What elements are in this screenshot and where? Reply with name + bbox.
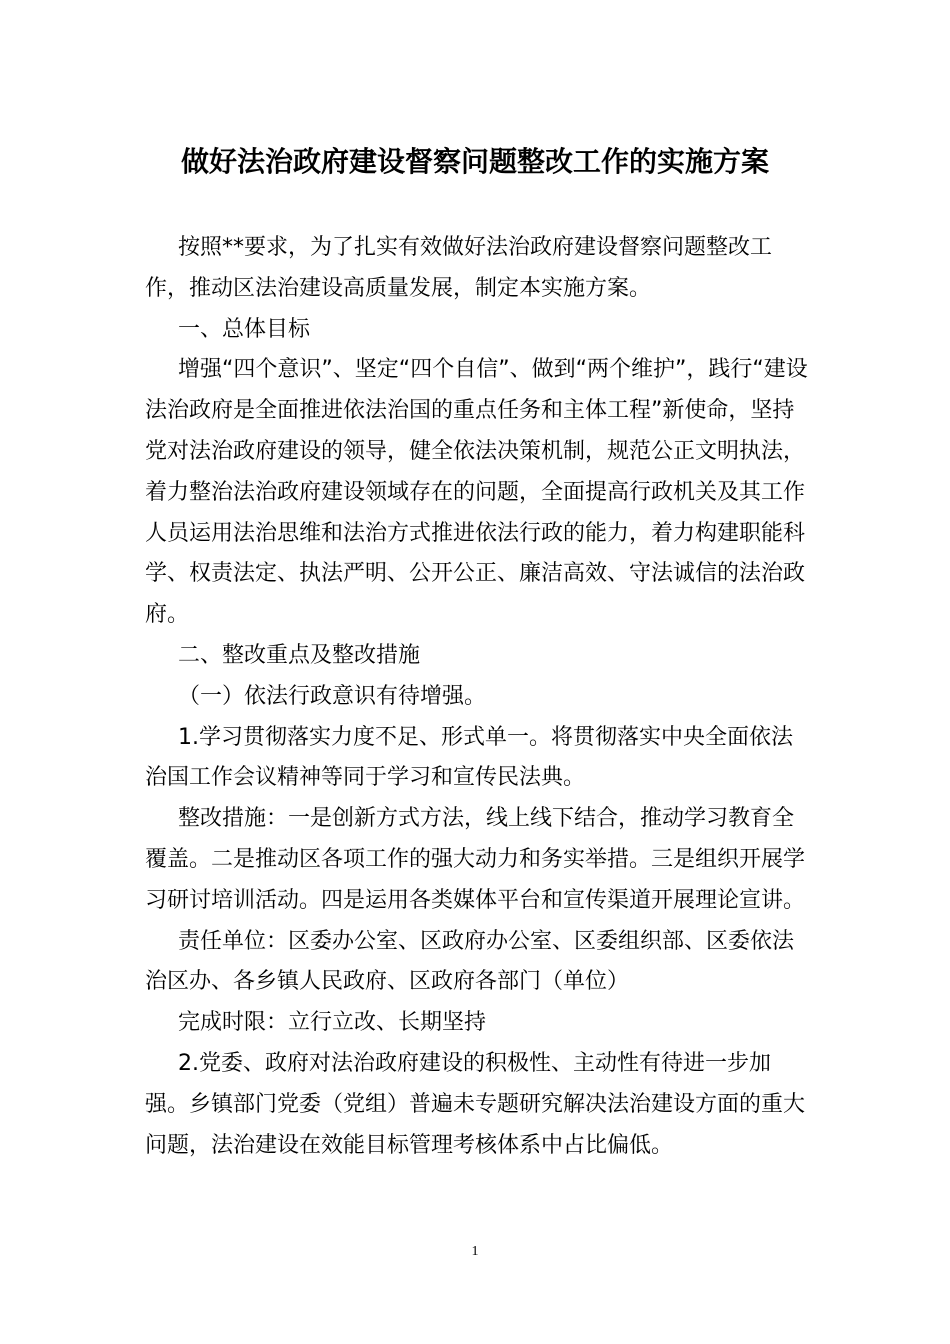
heading-rectification-focus: 二、整改重点及整改措施 — [178, 642, 421, 668]
document-body — [145, 228, 810, 1166]
page-number: 1 — [471, 1244, 479, 1259]
paragraph-issue-1: 1.学习贯彻落实力度不足、形式单一。将贯彻落实中央全面依法治国工作会议精神等同于学习和宣传民法典。 — [145, 724, 793, 791]
paragraph-responsible-units: 责任单位：区委办公室、区政府办公室、区委组织部、区委依法治区办、各乡镇人民政府、区政府各部门（单位） — [145, 928, 795, 995]
paragraph-intro: 按照**要求，为了扎实有效做好法治政府建设督察问题整改工作，推动区法治建设高质量发展，制定本实施方案。 — [145, 235, 773, 301]
paragraph-measures: 整改措施：一是创新方式方法，线上线下结合，推动学习教育全覆盖。二是推动区各项工作的强大动力和务实举措。三是组织开展学习研讨培训活动。四是运用各类媒体平台和宣传渠道开展理论宣讲。 — [145, 806, 806, 913]
paragraph-issue-2: 2.党委、政府对法治政府建设的积极性、主动性有待进一步加强。乡镇部门党委（党组）普遍未专题研究解决法治建设方面的重大问题，法治建设在效能目标管理考核体系中占比偏低。 — [145, 1050, 806, 1158]
paragraph-overall-goal: 增强“四个意识”、坚定“四个自信”、做到“两个维护”，践行“建设法治政府是全面推进依法治国的重点任务和主体工程”新使命，坚持党对法治政府建设的领导，健全依法决策机制，规范公正文明执法，着力整治法治政府建设领域存在的问题，全面提高行政机关及其工作人员运用法治思维和法治方式推进依法行政的能力，着力构建职能科学、权责法定、执法严明、公开公正、廉洁高效、守法诚信的法治政府。 — [145, 357, 808, 628]
subheading-admin-awareness: （一）依法行政意识有待增强。 — [178, 683, 487, 709]
paragraph-deadline: 完成时限：立行立改、长期坚持 — [178, 1010, 487, 1036]
heading-overall-goal: 一、总体目标 — [178, 316, 311, 342]
document-title: 做好法治政府建设督察问题整改工作的实施方案 — [180, 145, 769, 178]
